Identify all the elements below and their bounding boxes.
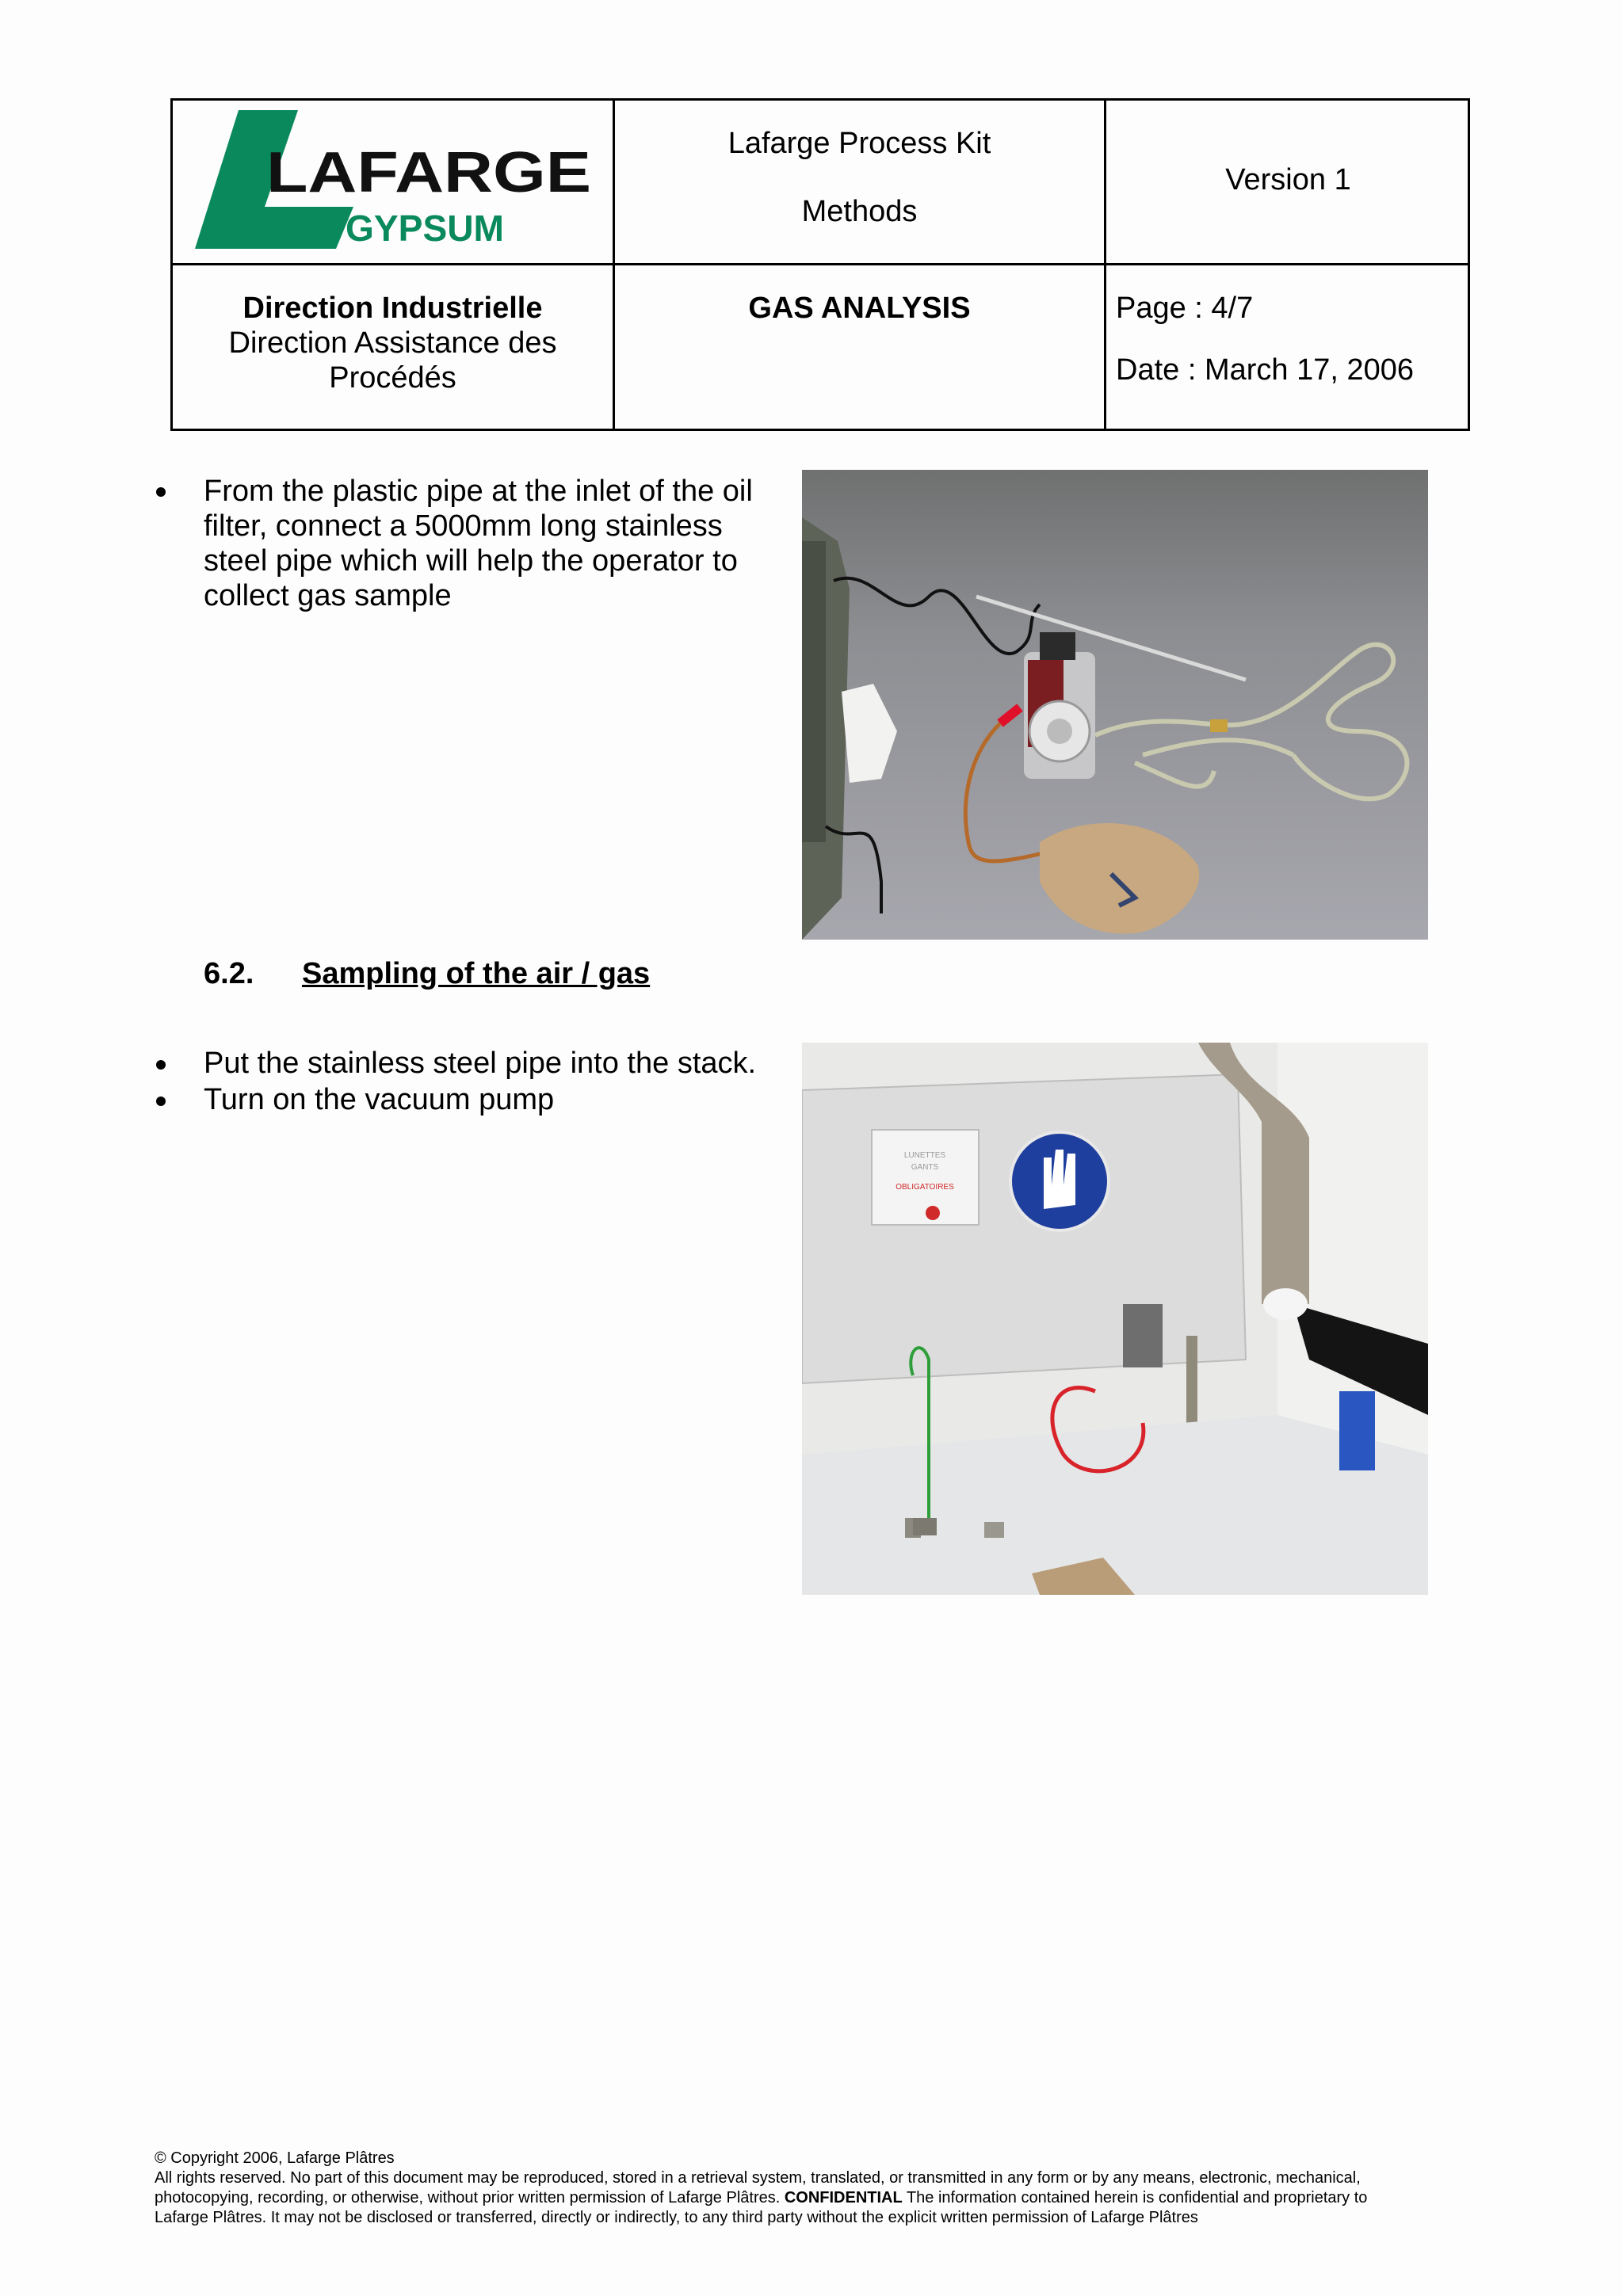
sign-text-3: OBLIGATOIRES	[896, 1183, 954, 1192]
footer-confidential: CONFIDENTIAL	[784, 2189, 903, 2206]
document-date: Date : March 17, 2006	[1116, 353, 1414, 387]
bullet2-text: Put the stainless steel pipe into the stack.	[204, 1047, 757, 1080]
section-number: 6.2.	[204, 957, 254, 990]
sign-text-1: LUNETTES	[903, 1151, 946, 1160]
footer-line2-pre: photocopying, recording, or otherwise, without prior written permission of Lafarge Plâtres.	[155, 2189, 781, 2206]
version-label: Version 1	[1225, 163, 1351, 196]
bullet-dot	[156, 1060, 166, 1070]
header-divider-horizontal	[173, 263, 1468, 265]
bullet1-line3: steel pipe which will help the operator to	[204, 544, 738, 578]
footer-copyright: © Copyright 2006, Lafarge Plâtres	[155, 2149, 395, 2167]
direction-industrielle: Direction Industrielle	[242, 292, 543, 325]
bullet-dot	[156, 487, 166, 497]
direction-procedes: Procédés	[329, 361, 456, 395]
footer-line2	[155, 2188, 1454, 2208]
lafarge-gypsum-logo	[195, 110, 599, 249]
bullet-dot	[156, 1097, 166, 1106]
header-divider-right	[1104, 101, 1106, 429]
kit-subtitle: Methods	[801, 195, 918, 228]
photo-stack-sampling	[802, 1043, 1428, 1595]
bullet3-text: Turn on the vacuum pump	[204, 1083, 555, 1116]
footer-line2-post: The information contained herein is confidential and proprietary to	[906, 2189, 1368, 2206]
logo-subword: GYPSUM	[346, 208, 504, 249]
footer-line3: Lafarge Plâtres. It may not be disclosed or transferred, directly or indirectly, to any third party without the explicit written permission of Lafarge Plâtres	[155, 2209, 1198, 2226]
page-number: Page : 4/7	[1116, 292, 1254, 325]
photo-vacuum-pump-setup	[802, 470, 1428, 940]
footer-line1: All rights reserved. No part of this document may be reproduced, stored in a retrieval system, translated, or transmitted in any form or by any means, electronic, mechanical,	[155, 2169, 1361, 2187]
header-table	[170, 98, 1470, 431]
bullet1-line4: collect gas sample	[204, 579, 452, 612]
sign-text-2: GANTS	[911, 1163, 939, 1172]
bullet1-line2: filter, connect a 5000mm long stainless	[204, 509, 723, 543]
section-title: Sampling of the air / gas	[302, 957, 651, 990]
bullet1-line1: From the plastic pipe at the inlet of the oil	[204, 475, 753, 508]
document-title: GAS ANALYSIS	[748, 292, 971, 325]
kit-title: Lafarge Process Kit	[727, 127, 991, 160]
direction-assistance: Direction Assistance des	[228, 326, 557, 360]
footer	[155, 2149, 1454, 2228]
logo-wordmark: LAFARGE	[266, 141, 591, 204]
